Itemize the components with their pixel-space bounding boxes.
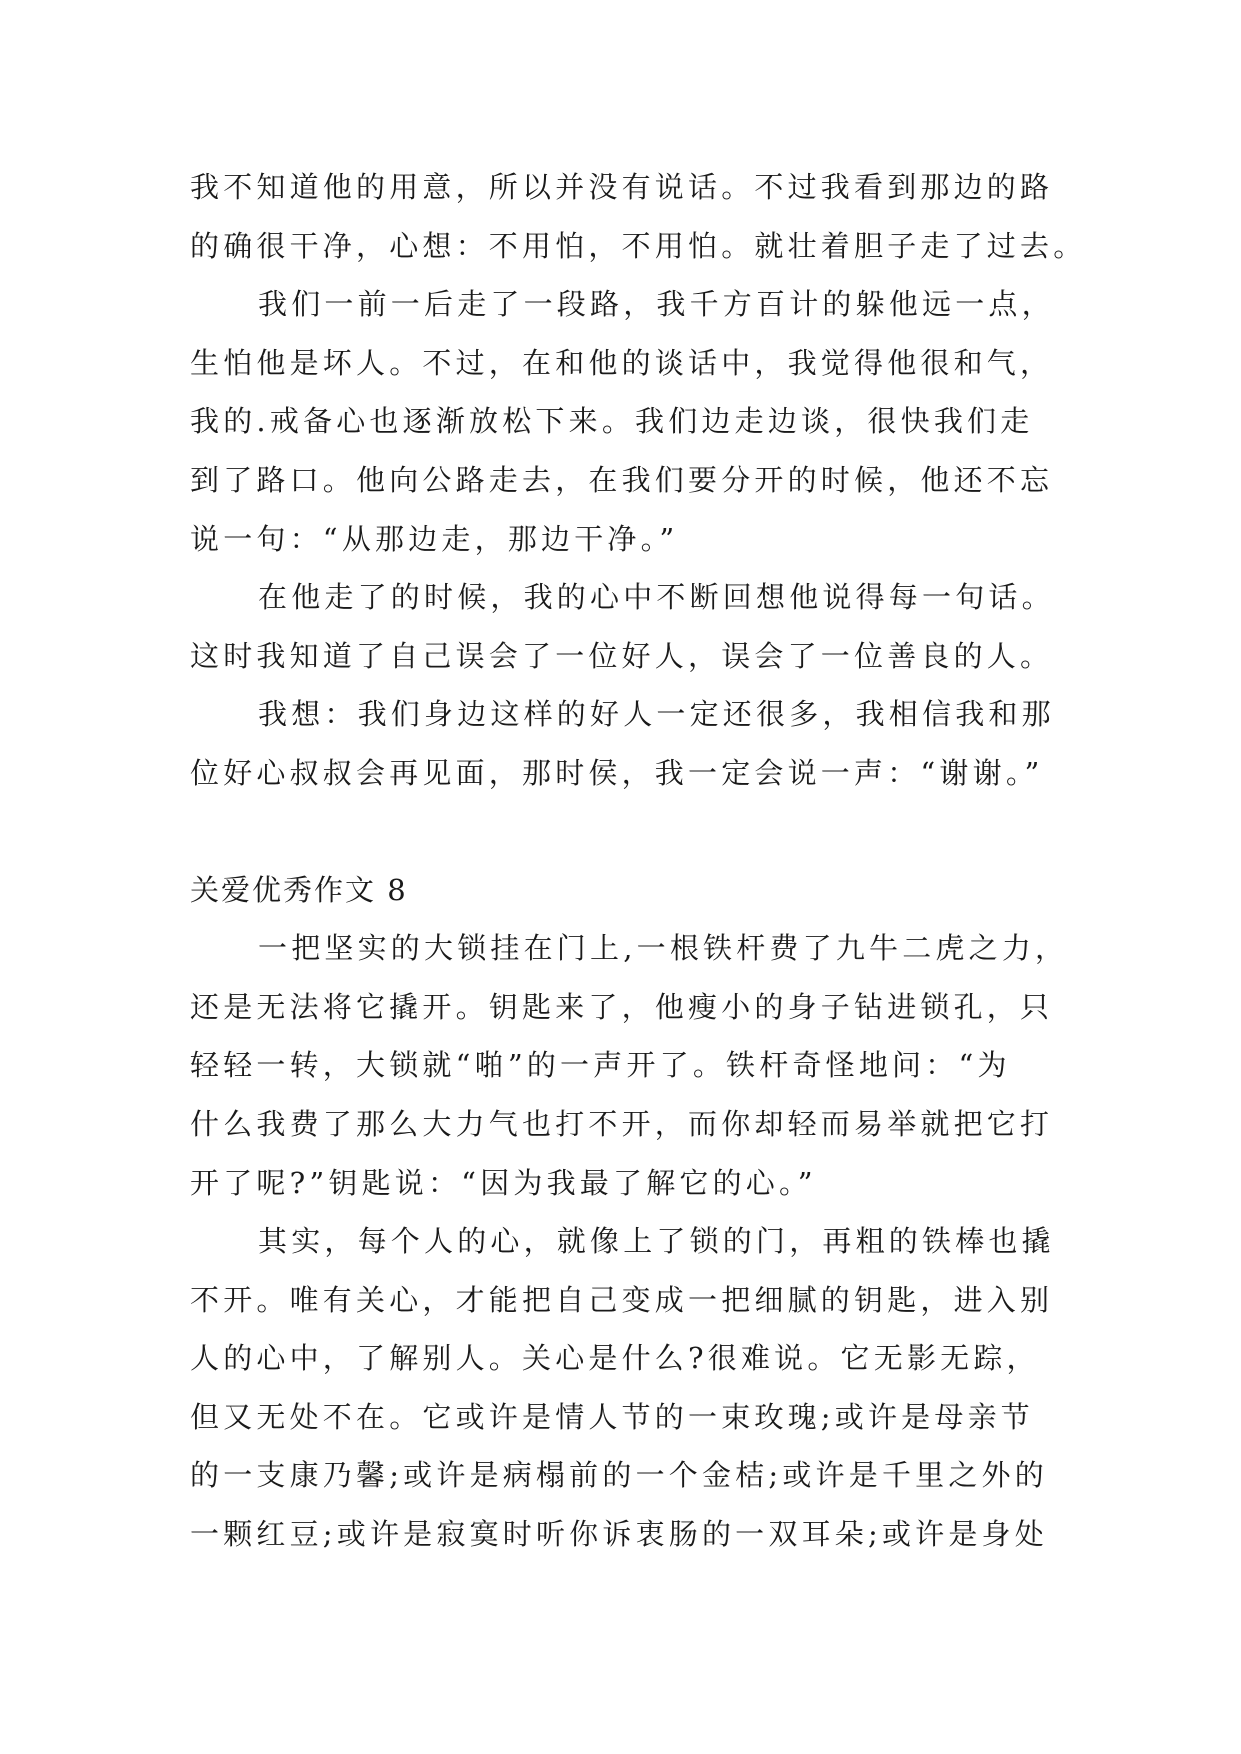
text-line: 说一句：“从那边走，那边干净。” [190, 521, 679, 556]
text-line: 我们一前一后走了一段路，我千方百计的躲他远一点， [258, 287, 1055, 322]
text-line: 一把坚实的大锁挂在门上,一根铁杆费了九牛二虎之力， [258, 931, 1069, 966]
text-line: 不开。唯有关心，才能把自己变成一把细腻的钥匙，进入别 [190, 1282, 1054, 1317]
text-line: 什么我费了那么大力气也打不开，而你却轻而易举就把它打 [190, 1106, 1054, 1141]
text-line: 但又无处不在。它或许是情人节的一束玫瑰;或许是母亲节 [190, 1399, 1034, 1434]
text-line: 位好心叔叔会再见面，那时侯，我一定会说一声：“谢谢。” [190, 755, 1044, 790]
text-line: 一颗红豆;或许是寂寞时听你诉衷肠的一双耳朵;或许是身处 [190, 1517, 1048, 1552]
top-section [190, 158, 1090, 803]
text-line: 到了路口。他向公路走去，在我们要分开的时候，他还不忘 [190, 462, 1054, 497]
text-line: 我想：我们身边这样的好人一定还很多，我相信我和那 [258, 697, 1055, 732]
text-line: 的确很干净，心想：不用怕，不用怕。就壮着胆子走了过去。 [190, 228, 1087, 263]
text-line: 人的心中，了解别人。关心是什么?很难说。它无影无踪， [190, 1341, 1040, 1376]
text-line: 我不知道他的用意，所以并没有说话。不过我看到那边的路 [190, 170, 1054, 204]
text-line: 我的.戒备心也逐渐放松下来。我们边走边谈，很快我们走 [190, 404, 1034, 439]
text-line: 开了呢?”钥匙说：“因为我最了解它的心。” [190, 1165, 817, 1200]
section-heading: 关爱优秀作文 8 [190, 872, 408, 907]
text-line: 其实，每个人的心，就像上了锁的门，再粗的铁棒也撬 [258, 1224, 1055, 1259]
text-line: 轻轻一转，大锁就“啪”的一声开了。铁杆奇怪地问：“为 [190, 1048, 1011, 1083]
text-line: 的一支康乃馨;或许是病榻前的一个金桔;或许是千里之外的 [190, 1458, 1048, 1493]
text-line: 生怕他是坏人。不过，在和他的谈话中，我觉得他很和气， [190, 345, 1054, 380]
text-line: 还是无法将它撬开。钥匙来了，他瘦小的身子钻进锁孔，只 [190, 989, 1054, 1024]
document-page [190, 158, 1090, 1564]
text-line: 在他走了的时候，我的心中不断回想他说得每一句话。 [258, 580, 1055, 615]
bottom-section [190, 919, 1090, 1564]
text-line: 这时我知道了自己误会了一位好人，误会了一位善良的人。 [190, 638, 1054, 673]
